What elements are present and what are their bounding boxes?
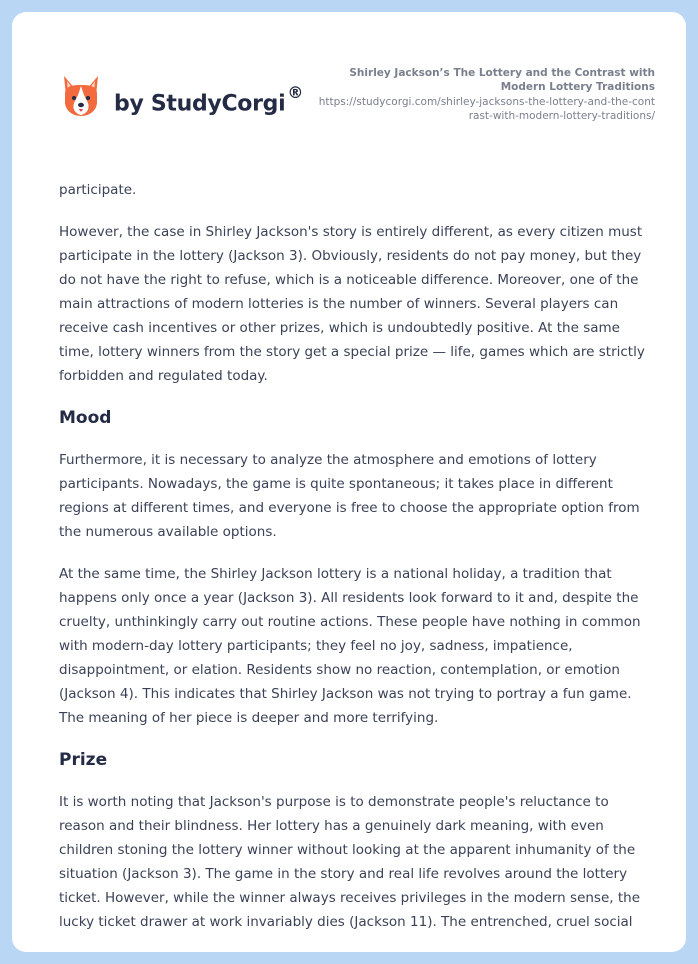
document-page <box>12 12 686 952</box>
page-header <box>12 12 686 162</box>
brand-name <box>114 83 304 117</box>
document-url[interactable]: https://studycorgi.com/shirley-jacksons-the-lottery-and-the-contrast-with-modern-lottery-traditions/ <box>318 96 655 122</box>
document-title: Shirley Jackson’s The Lottery and the Contrast with Modern Lottery Traditions <box>349 67 655 93</box>
paragraph: It is worth noting that Jackson's purpose is to demonstrate people's reluctance to reason and their blindness. Her lottery has a genuinely dark meaning, with even children stoning the lottery winner without looking at the apparent inhumanity of the situation (Jackson 3). The game in the story and real life revolves around the lottery ticket. However, while the winner always receives privileges in the modern sense, the lucky ticket drawer at work invariably dies (Jackson 11). The entrenched, cruel social <box>59 794 641 930</box>
section-heading-mood: Mood <box>59 408 112 428</box>
trademark-symbol: ® <box>287 83 304 103</box>
essay-body <box>59 178 653 952</box>
studycorgi-logo[interactable] <box>60 74 303 118</box>
corgi-icon <box>60 74 102 118</box>
paragraph: However, the case in Shirley Jackson's story is entirely different, as every citizen must participate in the lottery (Jackson 3). Obviously, residents do not pay money, but they do not have the right to refuse, which is a noticeable difference. Moreover, one of the main attractions of modern lotteries is the number of winners. Several players can receive cash incentives or other prizes, which is undoubtedly positive. At the same time, lottery winners from the story get a special prize — life, games which are strictly forbidden and regulated today. <box>59 224 645 384</box>
paragraph: participate. <box>59 182 137 198</box>
brand-text: by StudyCorgi <box>114 91 286 117</box>
paragraph: Furthermore, it is necessary to analyze the atmosphere and emotions of lottery participants. Nowadays, the game is quite spontaneous; it takes place in different regions at different times, and everyone is free to choose the appropriate option from the numerous available options. <box>59 452 640 540</box>
section-heading-prize: Prize <box>59 750 108 770</box>
document-meta <box>315 66 655 123</box>
paragraph: At the same time, the Shirley Jackson lottery is a national holiday, a tradition that happens only once a year (Jackson 3). All residents look forward to it and, despite the cruelty, unthinkingly carry out routine actions. These people have nothing in common with modern-day lottery participants; they feel no joy, sadness, impatience, disappointment, or elation. Residents show no reaction, contemplation, or emotion (Jackson 4). This indicates that Shirley Jackson was not trying to portray a fun game. The meaning of her piece is deeper and more terrifying. <box>59 566 641 726</box>
